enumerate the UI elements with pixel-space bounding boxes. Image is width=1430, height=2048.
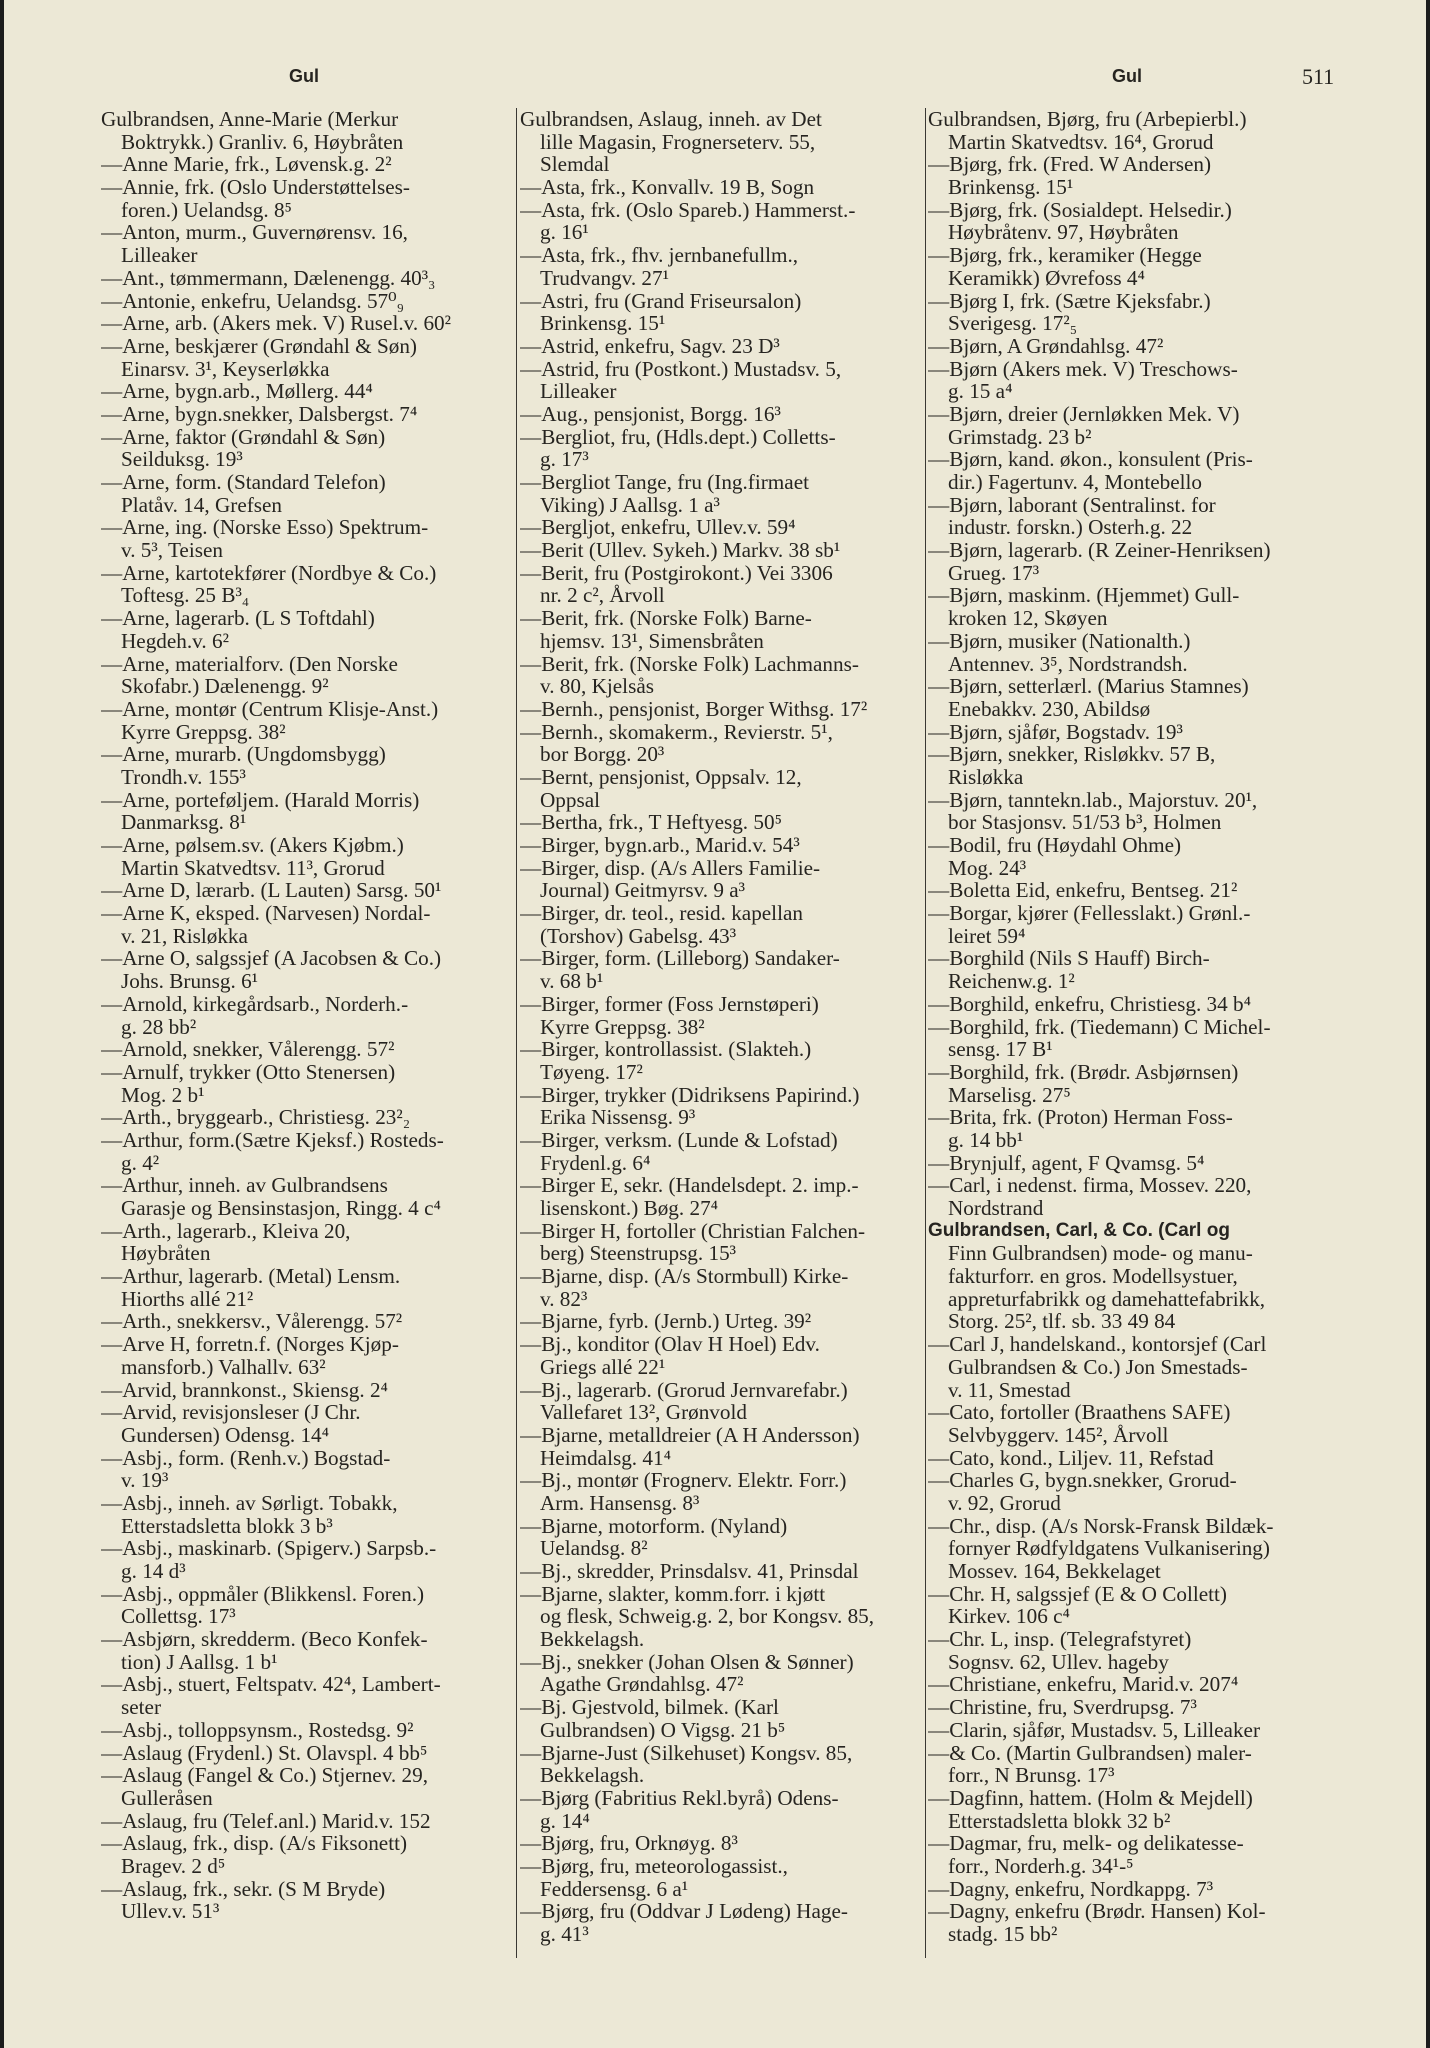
directory-entry: —Anne Marie, frk., Løvensk.g. 2²	[101, 152, 392, 177]
directory-entry: —Arvid, brannkonst., Skiensg. 2⁴	[101, 1377, 388, 1402]
entry-continuation: Etterstadsletta blokk 3 b³	[121, 1513, 333, 1538]
entry-continuation: g. 4²	[121, 1150, 160, 1175]
directory-entry: —Cato, kond., Liljev. 11, Refstad	[928, 1445, 1214, 1470]
entry-continuation: berg) Steenstrupsg. 15³	[540, 1241, 737, 1266]
directory-entry: —Arthur, inneh. av Gulbrandsens	[101, 1173, 388, 1198]
entry-continuation: Bekkelagsh.	[540, 1627, 645, 1652]
entry-continuation: hjemsv. 13¹, Simensbråten	[540, 628, 764, 653]
directory-entry: —Aslaug, fru (Telef.anl.) Marid.v. 152	[101, 1808, 431, 1833]
directory-entry: —Bjørg, fru, meteorologassist.,	[520, 1853, 788, 1878]
directory-entry: —Bjarne, slakter, komm.forr. i kjøtt	[520, 1581, 826, 1606]
entry-continuation: Brinkensg. 15¹	[540, 311, 666, 336]
directory-entry: —Bergljot, enkefru, Ullev.v. 59⁴	[520, 515, 796, 540]
entry-continuation: Risløkka	[948, 764, 1024, 789]
directory-entry: —Arne, kartotekfører (Nordbye & Co.)	[101, 560, 437, 585]
entry-continuation: Enebakkv. 230, Abildsø	[948, 696, 1151, 721]
directory-entry: —Aug., pensjonist, Borgg. 16³	[520, 401, 781, 426]
page-number: 511	[1302, 64, 1335, 89]
directory-entry: —Christine, fru, Sverdrupsg. 7³	[928, 1695, 1197, 1720]
directory-entry: —Birger, disp. (A/s Allers Familie-	[520, 855, 821, 880]
directory-entry: Gulbrandsen, Aslaug, inneh. av Det	[520, 108, 822, 131]
entry-continuation: Heimdalsg. 41⁴	[540, 1445, 671, 1470]
directory-entry: —Arthur, form.(Sætre Kjeksf.) Rosteds-	[101, 1127, 444, 1152]
directory-entry: —Anton, murm., Guvernørensv. 16,	[101, 220, 408, 245]
directory-entry: —Dagmar, fru, melk- og delikatesse-	[928, 1831, 1244, 1856]
directory-entry: —Asbj., maskinarb. (Spigerv.) Sarpsb.-	[101, 1536, 437, 1561]
entry-continuation: industr. forskn.) Osterh.g. 22	[948, 515, 1193, 540]
entry-continuation: Boktrykk.) Granliv. 6, Høybråten	[121, 129, 404, 154]
entry-continuation: g. 28 bb²	[121, 1014, 197, 1039]
entry-continuation: Griegs allé 22¹	[540, 1354, 666, 1379]
directory-entry: —Astrid, enkefru, Sagv. 23 D³	[520, 333, 780, 358]
directory-entry: —Bjørg, frk. (Fred. W Andersen)	[928, 152, 1212, 177]
entry-continuation: Sognsv. 62, Ullev. hageby	[948, 1649, 1169, 1674]
directory-entry: —Aslaug, frk., sekr. (S M Bryde)	[101, 1876, 386, 1901]
directory-entry: —Cato, fortoller (Braathens SAFE)	[928, 1400, 1231, 1425]
directory-entry: —Arne, ing. (Norske Esso) Spektrum-	[101, 515, 429, 540]
entry-continuation: og flesk, Schweig.g. 2, bor Kongsv. 85,	[540, 1604, 875, 1629]
column-1	[101, 108, 513, 1988]
directory-entry: —Arne, lagerarb. (L S Toftdahl)	[101, 606, 375, 631]
running-head-left: Gul	[289, 66, 319, 86]
directory-entry: —Bjarne, motorform. (Nyland)	[520, 1513, 788, 1538]
directory-entry: —Birger, verksm. (Lunde & Lofstad)	[520, 1127, 838, 1152]
entry-continuation: Bekkelagsh.	[540, 1763, 645, 1788]
directory-entry: —Birger H, fortoller (Christian Falchen-	[520, 1218, 866, 1243]
directory-entry: —Astrid, fru (Postkont.) Mustadsv. 5,	[520, 356, 842, 381]
entry-continuation: dir.) Fagertunv. 4, Montebello	[948, 470, 1203, 494]
directory-page	[4, 0, 1426, 2048]
directory-entry: —Antonie, enkefru, Uelandsg. 57⁰₉	[101, 288, 405, 313]
directory-entry: —Christiane, enkefru, Marid.v. 207⁴	[928, 1672, 1239, 1697]
directory-entry: —Asbj., stuert, Feltspatv. 42⁴, Lambert-	[101, 1672, 441, 1697]
entry-continuation: forr., N Brunsg. 17³	[948, 1763, 1115, 1788]
entry-continuation: Kyrre Greppsg. 38²	[121, 719, 286, 744]
entry-continuation: Oppsal	[540, 787, 601, 812]
entry-continuation: Finn Gulbrandsen) mode- og manu-	[948, 1241, 1253, 1266]
entry-continuation: Hiorths allé 21²	[121, 1286, 254, 1311]
entry-continuation: nr. 2 c², Årvoll	[540, 583, 665, 608]
entry-continuation: Toftesg. 25 B³₄	[121, 583, 250, 608]
directory-entry: —Bjørn, dreier (Jernløkken Mek. V)	[928, 401, 1240, 426]
directory-entry: —Arne, bygn.arb., Møllerg. 44⁴	[101, 379, 373, 404]
entry-continuation: lisenskont.) Bøg. 27⁴	[540, 1196, 719, 1220]
directory-entry: —Bjørn, A Grøndahlsg. 47²	[928, 333, 1164, 358]
entry-continuation: Erika Nissensg. 9³	[540, 1105, 696, 1130]
entry-continuation: Frydenl.g. 6⁴	[540, 1150, 651, 1175]
directory-entry: —Bjørg (Fabritius Rekl.byrå) Odens-	[520, 1785, 839, 1810]
entry-continuation: Mog. 2 b¹	[121, 1082, 205, 1107]
directory-entry: —Arth., lagerarb., Kleiva 20,	[101, 1218, 351, 1243]
directory-entry: —Birger, dr. teol., resid. kapellan	[520, 901, 803, 926]
entry-continuation: Gulleråsen	[121, 1785, 213, 1810]
directory-entry: —Chr., disp. (A/s Norsk-Fransk Bildæk-	[928, 1513, 1274, 1538]
directory-entry: —Arth., bryggearb., Christiesg. 23²₂	[101, 1105, 411, 1130]
directory-entry: Gulbrandsen, Anne-Marie (Merkur	[101, 108, 399, 131]
directory-entry: —Asbj., form. (Renh.v.) Bogstad-	[101, 1445, 391, 1470]
entry-continuation: Lilleaker	[540, 379, 617, 404]
directory-entry: —Bernt, pensjonist, Oppsalv. 12,	[520, 764, 802, 789]
entry-continuation: v. 68 b¹	[540, 969, 604, 994]
directory-entry: —Arne, murarb. (Ungdomsbygg)	[101, 742, 386, 767]
entry-continuation: Martin Skatvedtsv. 16⁴, Grorud	[948, 129, 1214, 154]
entry-continuation: Einarsv. 3¹, Keyserløkka	[121, 356, 330, 381]
entry-continuation: g. 14⁴	[540, 1808, 590, 1833]
entry-continuation: mansforb.) Valhallv. 63²	[121, 1354, 326, 1379]
directory-entry: —Asta, frk., fhv. jernbanefullm.,	[520, 243, 799, 268]
entry-continuation: Bragev. 2 d⁵	[121, 1853, 226, 1878]
entry-continuation: Slemdal	[540, 152, 610, 177]
directory-entry: —Bjørg I, frk. (Sætre Kjeksfabr.)	[928, 288, 1211, 313]
directory-entry: —Bergliot Tange, fru (Ing.firmaet	[520, 470, 809, 494]
directory-entry: —Dagfinn, hattem. (Holm & Mejdell)	[928, 1785, 1253, 1810]
entry-continuation: Høybråtenv. 97, Høybråten	[948, 220, 1179, 245]
entry-continuation: Kirkev. 106 c⁴	[948, 1604, 1070, 1629]
entry-continuation: v. 92, Grorud	[948, 1490, 1061, 1515]
directory-entry: —Astri, fru (Grand Friseursalon)	[520, 288, 802, 313]
directory-entry: —Arnulf, trykker (Otto Stenersen)	[101, 1059, 396, 1084]
directory-entry: —Bodil, fru (Høydahl Ohme)	[928, 833, 1182, 857]
entry-continuation: stadg. 15 bb²	[948, 1922, 1058, 1946]
entry-continuation: bor Borgg. 20³	[540, 742, 665, 767]
directory-entry: —Boletta Eid, enkefru, Bentseg. 21²	[928, 878, 1238, 903]
directory-entry: —Bertha, frk., T Heftyesg. 50⁵	[520, 810, 782, 835]
entry-continuation: v. 11, Smestad	[948, 1377, 1071, 1402]
entry-continuation: sensg. 17 B¹	[948, 1037, 1053, 1062]
directory-entry: —Arve H, forretn.f. (Norges Kjøp-	[101, 1332, 399, 1357]
directory-entry: —Carl, i nedenst. firma, Mossev. 220,	[928, 1173, 1252, 1198]
directory-entry: —Birger, former (Foss Jernstøperi)	[520, 991, 819, 1016]
entry-continuation: Storg. 25², tlf. sb. 33 49 84	[948, 1309, 1176, 1334]
entry-continuation: forr., Norderh.g. 34¹-⁵	[948, 1853, 1134, 1878]
column-3	[928, 108, 1338, 1988]
entry-continuation: fornyer Rødfyldgatens Vulkanisering)	[948, 1536, 1270, 1561]
entry-continuation: kroken 12, Skøyen	[948, 606, 1108, 631]
directory-entry: —Bjørg, fru, Orknøyg. 8³	[520, 1831, 738, 1856]
directory-entry: —Arne D, lærarb. (L Lauten) Sarsg. 50¹	[101, 878, 442, 903]
directory-entry: —Bjørg, frk. (Sosialdept. Helsedir.)	[928, 197, 1232, 222]
directory-entry: —Arne, montør (Centrum Klisje-Anst.)	[101, 696, 439, 721]
directory-entry: —Chr. H, salgssjef (E & O Collett)	[928, 1581, 1227, 1606]
directory-entry: —Arne, pølsem.sv. (Akers Kjøbm.)	[101, 833, 404, 857]
directory-entry: —Arne, porteføljem. (Harald Morris)	[101, 787, 420, 812]
entry-continuation: (Torshov) Gabelsg. 43³	[540, 923, 737, 948]
entry-continuation: Reichenw.g. 1²	[948, 969, 1075, 994]
entry-continuation: Skofabr.) Dælenengg. 9²	[121, 674, 329, 699]
entry-continuation: Tøyeng. 17²	[540, 1059, 643, 1084]
entry-continuation: v. 21, Risløkka	[121, 923, 248, 948]
directory-entry: —Arne K, eksped. (Narvesen) Nordal-	[101, 901, 431, 926]
directory-entry: —Bjørn, sjåfør, Bogstadv. 19³	[928, 719, 1183, 744]
directory-entry: —Bj., konditor (Olav H Hoel) Edv.	[520, 1332, 820, 1357]
entry-continuation: Seilduksg. 19³	[121, 447, 243, 472]
entry-continuation: seter	[121, 1695, 161, 1720]
directory-entry: —Aslaug (Frydenl.) St. Olavspl. 4 bb⁵	[101, 1740, 428, 1765]
directory-entry: —Bjørn, laborant (Sentralinst. for	[928, 492, 1216, 517]
entry-continuation: v. 82³	[540, 1286, 588, 1311]
entry-continuation: g. 14 d³	[121, 1559, 186, 1583]
directory-entry: —Birger, trykker (Didriksens Papirind.)	[520, 1082, 860, 1107]
directory-entry: —Clarin, sjåfør, Mustadsv. 5, Lilleaker	[928, 1717, 1260, 1742]
directory-entry: —Arne, arb. (Akers mek. V) Rusel.v. 60²	[101, 311, 451, 336]
entry-continuation: leiret 59⁴	[948, 923, 1026, 948]
directory-entry: —Borghild, frk. (Brødr. Asbjørnsen)	[928, 1059, 1239, 1084]
entry-continuation: Antennev. 3⁵, Nordstrandsh.	[948, 651, 1188, 676]
directory-entry: —Birger, bygn.arb., Marid.v. 54³	[520, 833, 800, 857]
entry-continuation: Nordstrand	[948, 1196, 1044, 1220]
directory-entry: —Bjørn, tanntekn.lab., Majorstuv. 20¹,	[928, 787, 1258, 812]
entry-continuation: Arm. Hansensg. 8³	[540, 1490, 700, 1515]
directory-entry: —Arne, faktor (Grøndahl & Søn)	[101, 424, 386, 449]
entry-continuation: Marselisg. 27⁵	[948, 1082, 1071, 1107]
directory-entry: —Bj., snekker (Johan Olsen & Sønner)	[520, 1649, 854, 1674]
entry-continuation: g. 41³	[540, 1922, 589, 1946]
directory-entry: —Borghild (Nils S Hauff) Birch-	[928, 946, 1210, 971]
directory-entry: —Birger, form. (Lilleborg) Sandaker-	[520, 946, 840, 971]
directory-entry: —Charles G, bygn.snekker, Grorud-	[928, 1468, 1237, 1493]
entry-continuation: Danmarksg. 8¹	[121, 810, 247, 835]
directory-entry: —Arvid, revisjonsleser (J Chr.	[101, 1400, 361, 1425]
entry-continuation: Agathe Grøndahlsg. 47²	[540, 1672, 744, 1697]
entry-continuation: Lilleaker	[121, 243, 198, 268]
entry-continuation: Platåv. 14, Grefsen	[121, 492, 283, 517]
directory-entry: —Asbjørn, skredderm. (Beco Konfek-	[101, 1627, 428, 1652]
entry-continuation: v. 5³, Teisen	[121, 538, 223, 563]
entry-continuation: Vallefaret 13², Grønvold	[540, 1400, 747, 1425]
directory-entry: —Asta, frk. (Oslo Spareb.) Hammerst.-	[520, 197, 856, 222]
entry-continuation: Keramikk) Øvrefoss 4⁴	[948, 265, 1145, 290]
directory-entry: —Berit (Ullev. Sykeh.) Markv. 38 sb¹	[520, 538, 841, 563]
directory-entry: —Arnold, kirkegårdsarb., Norderh.-	[101, 991, 409, 1016]
directory-entry: —Bjørn (Akers mek. V) Treschows-	[928, 356, 1238, 381]
entry-continuation: Brinkensg. 15¹	[948, 175, 1074, 200]
directory-entry: —Bjarne-Just (Silkehuset) Kongsv. 85,	[520, 1740, 853, 1765]
entry-continuation: Johs. Brunsg. 6¹	[121, 969, 259, 994]
directory-entry: —Annie, frk. (Oslo Understøttelses-	[101, 175, 410, 200]
entry-continuation: Mog. 24³	[948, 855, 1027, 880]
entry-continuation: Kyrre Greppsg. 38²	[540, 1014, 705, 1039]
directory-entry: —Dagny, enkefru (Brødr. Hansen) Kol-	[928, 1899, 1266, 1924]
directory-entry: —& Co. (Martin Gulbrandsen) maler-	[928, 1740, 1252, 1765]
directory-entry: —Borghild, frk. (Tiedemann) C Michel-	[928, 1014, 1271, 1039]
directory-entry: —Carl J, handelskand., kontorsjef (Carl	[928, 1332, 1267, 1357]
directory-entry: —Borghild, enkefru, Christiesg. 34 b⁴	[928, 991, 1252, 1016]
directory-entry: —Bjørn, snekker, Risløkkv. 57 B,	[928, 742, 1216, 767]
entry-continuation: g. 14 bb¹	[948, 1127, 1024, 1152]
entry-continuation: Gulbrandsen & Co.) Jon Smestads-	[948, 1354, 1248, 1379]
directory-entry: Gulbrandsen, Bjørg, fru (Arbepierbl.)	[928, 108, 1247, 131]
entry-continuation: foren.) Uelandsg. 8⁵	[121, 197, 292, 222]
directory-entry: —Asbj., inneh. av Sørligt. Tobakk,	[101, 1490, 398, 1515]
directory-entry: —Ant., tømmermann, Dælenengg. 40³₃	[101, 265, 436, 290]
entry-continuation: lille Magasin, Frognerseterv. 55,	[540, 129, 816, 154]
directory-entry: —Dagny, enkefru, Nordkappg. 7³	[928, 1876, 1214, 1901]
directory-entry: —Arne, form. (Standard Telefon)	[101, 470, 386, 494]
directory-entry: —Bergliot, fru, (Hdls.dept.) Colletts-	[520, 424, 836, 449]
entry-continuation: bor Stasjonsv. 51/53 b³, Holmen	[948, 810, 1222, 835]
entry-continuation: v. 80, Kjelsås	[540, 674, 654, 699]
entry-continuation: Selvbyggerv. 145², Årvoll	[948, 1422, 1169, 1447]
entry-continuation: Gundersen) Odensg. 14⁴	[121, 1422, 330, 1447]
entry-continuation: Collettsg. 17³	[121, 1604, 236, 1629]
column-2	[520, 108, 920, 1988]
directory-entry: —Bjørn, setterlærl. (Marius Stamnes)	[928, 674, 1249, 699]
entry-continuation: Martin Skatvedtsv. 11³, Grorud	[121, 855, 385, 880]
directory-entry: —Birger, kontrollassist. (Slakteh.)	[520, 1037, 812, 1062]
directory-entry: —Asta, frk., Konvallv. 19 B, Sogn	[520, 175, 815, 200]
directory-entry: —Bj., skredder, Prinsdalsv. 41, Prinsdal	[520, 1559, 859, 1583]
directory-entry: —Aslaug, frk., disp. (A/s Fiksonett)	[101, 1831, 408, 1856]
entry-continuation: fakturforr. en gros. Modellsystuer,	[948, 1264, 1238, 1289]
entry-continuation: Sverigesg. 17²₅	[948, 311, 1078, 336]
directory-entry: Gulbrandsen, Carl, & Co. (Carl og	[928, 1219, 1230, 1241]
directory-entry: —Bjørn, maskinm. (Hjemmet) Gull-	[928, 583, 1240, 608]
entry-continuation: Mossev. 164, Bekkelaget	[948, 1559, 1161, 1583]
entry-continuation: Ullev.v. 51³	[121, 1899, 220, 1924]
directory-entry: —Bjarne, fyrb. (Jernb.) Urteg. 39²	[520, 1309, 812, 1334]
directory-entry: —Bjarne, disp. (A/s Stormbull) Kirke-	[520, 1264, 849, 1289]
directory-entry: —Bjørn, lagerarb. (R Zeiner-Henriksen)	[928, 538, 1271, 563]
directory-entry: —Brita, frk. (Proton) Herman Foss-	[928, 1105, 1233, 1130]
directory-entry: —Arne, beskjærer (Grøndahl & Søn)	[101, 333, 417, 358]
directory-entry: —Bj. Gjestvold, bilmek. (Karl	[520, 1695, 779, 1720]
entry-continuation: Etterstadsletta blokk 32 b²	[948, 1808, 1171, 1833]
directory-entry: —Berit, frk. (Norske Folk) Barne-	[520, 606, 812, 631]
entry-continuation: g. 16¹	[540, 220, 589, 245]
running-head-right: Gul	[1112, 66, 1142, 86]
directory-entry: —Aslaug (Fangel & Co.) Stjernev. 29,	[101, 1763, 428, 1788]
directory-entry: —Bjørn, musiker (Nationalth.)	[928, 628, 1191, 653]
entry-continuation: Gulbrandsen) O Vigsg. 21 b⁵	[540, 1717, 786, 1742]
directory-entry: —Asbj., tolloppsynsm., Rostedsg. 9²	[101, 1717, 414, 1742]
directory-entry: —Borgar, kjører (Fellesslakt.) Grønl.-	[928, 901, 1251, 926]
entry-continuation: g. 17³	[540, 447, 589, 472]
entry-continuation: Feddersensg. 6 a¹	[540, 1876, 689, 1901]
directory-entry: —Bjarne, metalldreier (A H Andersson)	[520, 1422, 860, 1447]
entry-continuation: Viking) J Aallsg. 1 a³	[540, 492, 720, 517]
entry-continuation: g. 15 a⁴	[948, 379, 1013, 404]
directory-entry: —Asbj., oppmåler (Blikkensl. Foren.)	[101, 1581, 425, 1606]
entry-continuation: appreturfabrikk og damehattefabrikk,	[948, 1286, 1266, 1311]
directory-entry: —Bernh., skomakerm., Revierstr. 5¹,	[520, 719, 833, 744]
column-rule-2	[925, 108, 926, 1958]
entry-continuation: Grueg. 17³	[948, 560, 1040, 585]
entry-continuation: Garasje og Bensinstasjon, Ringg. 4 c⁴	[121, 1196, 441, 1220]
entry-continuation: tion) J Aallsg. 1 b¹	[121, 1649, 278, 1674]
directory-entry: —Berit, frk. (Norske Folk) Lachmanns-	[520, 651, 859, 676]
directory-entry: —Birger E, sekr. (Handelsdept. 2. imp.-	[520, 1173, 859, 1198]
directory-entry: —Arne, materialforv. (Den Norske	[101, 651, 398, 676]
directory-entry: —Bjørg, frk., keramiker (Hegge	[928, 243, 1202, 268]
entry-continuation: Trondh.v. 155³	[121, 764, 246, 789]
directory-entry: —Berit, fru (Postgirokont.) Vei 3306	[520, 560, 833, 585]
directory-entry: —Bernh., pensjonist, Borger Withsg. 17²	[520, 696, 868, 721]
entry-continuation: Uelandsg. 8²	[540, 1536, 648, 1561]
directory-entry: —Bjørn, kand. økon., konsulent (Pris-	[928, 447, 1253, 472]
directory-entry: —Brynjulf, agent, F Qvamsg. 5⁴	[928, 1150, 1205, 1175]
entry-continuation: Trudvangv. 27¹	[540, 265, 669, 290]
directory-entry: —Chr. L, insp. (Telegrafstyret)	[928, 1627, 1192, 1652]
entry-continuation: Hegdeh.v. 6²	[121, 628, 229, 653]
directory-entry: —Arne, bygn.snekker, Dalsbergst. 7⁴	[101, 401, 418, 426]
column-rule-1	[516, 108, 517, 1958]
directory-entry: —Bj., montør (Frognerv. Elektr. Forr.)	[520, 1468, 847, 1493]
entry-continuation: Journal) Geitmyrsv. 9 a³	[540, 878, 746, 903]
entry-continuation: v. 19³	[121, 1468, 169, 1493]
directory-entry: —Bjørg, fru (Oddvar J Lødeng) Hage-	[520, 1899, 848, 1924]
directory-entry: —Bj., lagerarb. (Grorud Jernvarefabr.)	[520, 1377, 848, 1402]
entry-continuation: Grimstadg. 23 b²	[948, 424, 1092, 449]
directory-entry: —Arth., snekkersv., Vålerengg. 57²	[101, 1309, 403, 1334]
entry-continuation: Høybråten	[121, 1241, 211, 1266]
directory-entry: —Arthur, lagerarb. (Metal) Lensm.	[101, 1264, 401, 1289]
directory-entry: —Arne O, salgssjef (A Jacobsen & Co.)	[101, 946, 442, 971]
directory-entry: —Arnold, snekker, Vålerengg. 57²	[101, 1037, 395, 1062]
